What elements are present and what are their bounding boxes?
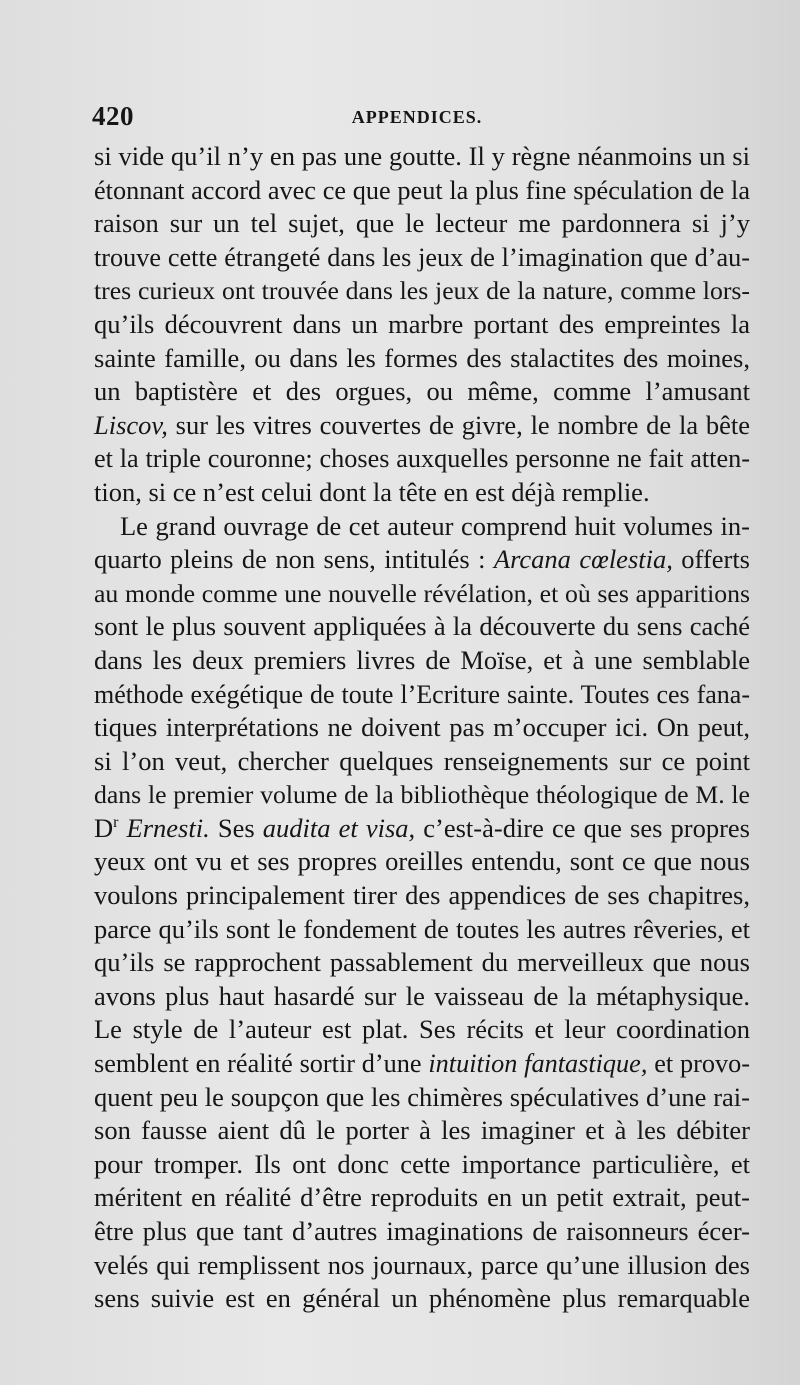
page-header xyxy=(92,98,742,134)
text-line: sainte famille, ou dans les formes des stalactites des moines, xyxy=(94,342,750,373)
text-line: velés qui remplissent nos journaux, parce qu’une illusion des xyxy=(94,1249,750,1280)
text-line: tres curieux ont trouvée dans les jeux de la nature, comme lors- xyxy=(94,276,750,306)
text-line: un baptistère et des orgues, ou même, comme l’amusant xyxy=(94,376,750,407)
text-line: si l’on veut, chercher quelques renseignements sur ce point xyxy=(94,745,750,776)
line-before: quarto pleins de non sens, intitulés : xyxy=(94,544,494,575)
line-rest: sur les vitres couvertes de givre, le nombre de la bête xyxy=(167,409,750,440)
text-line: son fausse aient dû le porter à les imaginer et à les débiter xyxy=(94,1115,750,1146)
line-after: et provo- xyxy=(647,1049,750,1079)
text-line: sont le plus souvent appliquées à la découverte du sens caché xyxy=(94,611,750,642)
text-line: trouve cette étrangeté dans les jeux de l’imagination que d’au- xyxy=(94,242,750,272)
text-line: voulons principalement tirer des appendices de ses chapitres, xyxy=(94,880,750,911)
text-line: quent peu le soupçon que les chimères spéculatives d’une rai- xyxy=(94,1081,750,1112)
text-line: qu’ils découvrent dans un marbre portant des empreintes la xyxy=(94,308,750,339)
text-line: parce qu’ils sont le fondement de toutes les autres rêveries, et xyxy=(94,913,750,944)
text-line: pour tromper. Ils ont donc cette importance particulière, et xyxy=(94,1148,750,1179)
text-line: Le style de l’auteur est plat. Ses récits et leur coordination xyxy=(94,1014,750,1045)
running-title: APPENDICES. xyxy=(351,107,483,127)
line-before: semblent en réalité sortir d’une xyxy=(94,1049,429,1079)
line-after: c’est-à-dire ce que ses propres xyxy=(415,812,750,843)
text-line: Le grand ouvrage de cet auteur comprend huit volumes in- xyxy=(120,510,750,541)
italic-name: Liscov, xyxy=(94,409,168,440)
text-line: raison sur un tel sujet, que le lecteur me pardonnera si j’y xyxy=(94,208,750,239)
text-line xyxy=(94,409,750,443)
text-line: être plus que tant d’autres imaginations de raisonneurs écer- xyxy=(94,1216,750,1246)
text-line: tiques interprétations ne doivent pas m’occuper ici. On peut, xyxy=(94,712,750,743)
italic-title: Arcana cœlestia, xyxy=(493,544,673,575)
text-line xyxy=(94,1047,750,1081)
text-line: avons plus haut hasardé sur le vaisseau de la métaphysique. xyxy=(94,980,750,1011)
text-line: méthode exégétique de toute l’Ecriture sainte. Toutes ces fana- xyxy=(94,679,750,709)
italic-phrase: intuition fantastique, xyxy=(428,1049,648,1079)
text-line xyxy=(94,543,750,577)
text-line: tion, si ce n’est celui dont la tête en est déjà remplie. xyxy=(94,476,650,507)
text-line: étonnant accord avec ce que peut la plus fine spéculation de la xyxy=(94,175,750,205)
italic-name: Ernesti. xyxy=(118,812,210,843)
text-line: sens suivie est en général un phénomène plus remarquable xyxy=(94,1283,750,1314)
text-line: et la triple couronne; choses auxquelles personne ne fait atten- xyxy=(94,444,750,474)
text-line xyxy=(94,812,750,846)
text-line: au monde comme une nouvelle révélation, et où ses apparitions xyxy=(94,578,750,608)
text-line: qu’ils se rapprochent passablement du merveilleux que nous xyxy=(94,947,750,978)
line-mid: Ses xyxy=(209,812,263,843)
text-line: yeux ont vu et ses propres oreilles entendu, sont ce que nous xyxy=(94,846,750,877)
text-line: si vide qu’il n’y en pas une goutte. Il y règne néanmoins un si xyxy=(94,141,750,171)
body-text xyxy=(94,140,750,1316)
text-line: méritent en réalité d’être reproduits en un petit extrait, peut- xyxy=(94,1182,750,1213)
page-number: 420 xyxy=(92,101,134,131)
text-line: dans les deux premiers livres de Moïse, et à une semblable xyxy=(94,644,750,675)
dr-abbrev: D xyxy=(94,812,114,843)
line-after: offerts xyxy=(672,544,750,575)
dr-superscript: r xyxy=(113,814,119,832)
italic-phrase: audita et visa, xyxy=(262,812,416,843)
text-line: dans le premier volume de la bibliothèque théologique de M. le xyxy=(94,780,750,810)
